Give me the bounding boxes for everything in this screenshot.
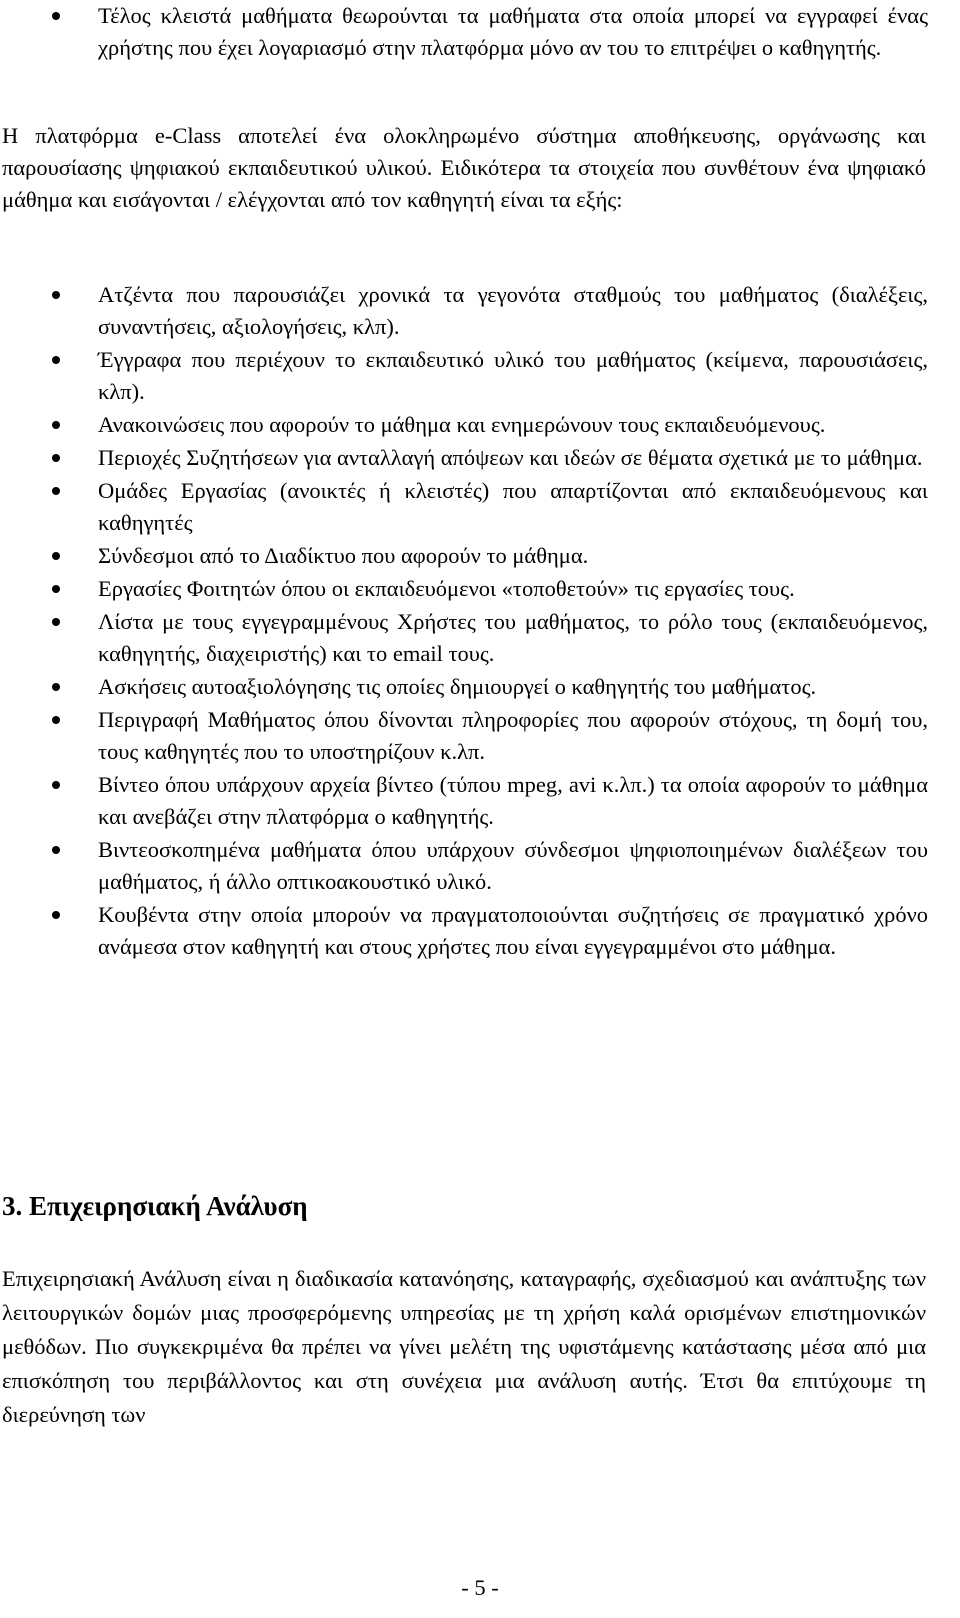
list-item (0, 344, 930, 408)
list-item (0, 573, 930, 605)
list-item (0, 475, 930, 539)
bullet-icon (52, 618, 60, 626)
section-paragraph: Επιχειρησιακή Ανάλυση είναι η διαδικασία κατανόησης, καταγραφής, σχεδιασμού και ανάπτυξης των λειτουργικών δομών μιας προσφερόμενης υπηρεσίας με τη χρήση καλά ορισμένων επιστημονικών μεθόδων. Πιο συγκεκριμένα θα πρέπει να γίνει μελέτη της υφιστάμενης κατάστασης μέσα από μια επισκόπηση του περιβάλλοντος και στη συνέχεια μια ανάλυση αυτής. Έτσι θα επιτύχουμε τη διερεύνηση των (2, 1266, 926, 1427)
list-item-text: Έγγραφα που περιέχουν το εκπαιδευτικό υλικό του μαθήματος (κείμενα, παρουσιάσεις, κλπ). (98, 347, 928, 404)
bullet-icon (52, 291, 60, 299)
bullet-icon (52, 911, 60, 919)
bullet-icon (52, 356, 60, 364)
bullet-icon (52, 716, 60, 724)
page-number: - 5 - (461, 1575, 499, 1600)
list-item-text: Ομάδες Εργασίας (ανοικτές ή κλειστές) που απαρτίζονται από εκπαιδευόμενους και καθηγητές (98, 478, 928, 535)
bullet-icon (52, 585, 60, 593)
list-item-text: Βιντεοσκοπημένα μαθήματα όπου υπάρχουν σύνδεσμοι ψηφιοποιημένων διαλέξεων του μαθήματος, ή άλλο οπτικοακουστικό υλικό. (98, 837, 928, 894)
list-item (0, 540, 930, 572)
bullet-icon (52, 421, 60, 429)
list-item-text: Βίντεο όπου υπάρχουν αρχεία βίντεο (τύπου mpeg, avi κ.λπ.) τα οποία αφορούν το μάθημα και ανεβάζει στην πλατφόρμα ο καθηγητής. (98, 772, 928, 829)
list-item-text: Τέλος κλειστά μαθήματα θεωρούνται τα μαθήματα στα οποία μπορεί να εγγραφεί ένας χρήστης που έχει λογαριασμό στην πλατφόρμα μόνο αν του το επιτρέψει ο καθηγητής. (98, 3, 928, 60)
list-item (0, 606, 930, 670)
list-item-text: Σύνδεσμοι από το Διαδίκτυο που αφορούν το μάθημα. (98, 543, 589, 568)
list-item-text: Εργασίες Φοιτητών όπου οι εκπαιδευόμενοι «τοποθετούν» τις εργασίες τους. (98, 576, 795, 601)
list-item-text: Περιγραφή Μαθήματος όπου δίνονται πληροφορίες που αφορούν στόχους, τη δομή του, τους καθηγητές που το υποστηρίζουν κ.λπ. (98, 707, 928, 764)
list-item-text: Περιοχές Συζητήσεων για ανταλλαγή απόψεων και ιδεών σε θέματα σχετικά με το μάθημα. (98, 445, 923, 470)
top-bullet-list (0, 0, 930, 65)
list-item (0, 834, 930, 898)
list-item (0, 704, 930, 768)
list-item (0, 409, 930, 441)
list-item (0, 279, 930, 343)
list-item (0, 442, 930, 474)
bullet-icon (52, 487, 60, 495)
list-item-text: Ασκήσεις αυτοαξιολόγησης τις οποίες δημιουργεί ο καθηγητής του μαθήματος. (98, 674, 817, 699)
bullet-icon (52, 846, 60, 854)
list-item-text: Κουβέντα στην οποία μπορούν να πραγματοποιούνται συζητήσεις σε πραγματικό χρόνο ανάμεσα στον καθηγητή και στους χρήστες που είναι εγγεγραμμένοι στο μάθημα. (98, 902, 928, 959)
list-item (0, 0, 930, 64)
list-item (0, 769, 930, 833)
bullet-icon (52, 552, 60, 560)
section-heading: 3. Επιχειρησιακή Ανάλυση (2, 1191, 308, 1221)
bullet-icon (52, 12, 60, 20)
list-item-text: Λίστα με τους εγγεγραμμένους Χρήστες του μαθήματος, το ρόλο τους (εκπαιδευόμενος, καθηγητής, διαχειριστής) και το email τους. (98, 609, 928, 666)
list-item-text: Ανακοινώσεις που αφορούν το μάθημα και ενημερώνουν τους εκπαιδευόμενους. (98, 412, 826, 437)
bullet-icon (52, 781, 60, 789)
list-item (0, 899, 930, 963)
list-item-text: Ατζέντα που παρουσιάζει χρονικά τα γεγονότα σταθμούς του μαθήματος (διαλέξεις, συναντήσεις, αξιολογήσεις, κλπ). (98, 282, 928, 339)
components-bullet-list (0, 279, 930, 964)
bullet-icon (52, 683, 60, 691)
bullet-icon (52, 454, 60, 462)
list-item (0, 671, 930, 703)
intro-paragraph: Η πλατφόρμα e-Class αποτελεί ένα ολοκληρωμένο σύστημα αποθήκευσης, οργάνωσης και παρουσίασης ψηφιακού εκπαιδευτικού υλικού. Ειδικότερα τα στοιχεία που συνθέτουν ένα ψηφιακό μάθημα και εισάγονται / ελέγχονται από τον καθηγητή είναι τα εξής: (2, 123, 926, 212)
